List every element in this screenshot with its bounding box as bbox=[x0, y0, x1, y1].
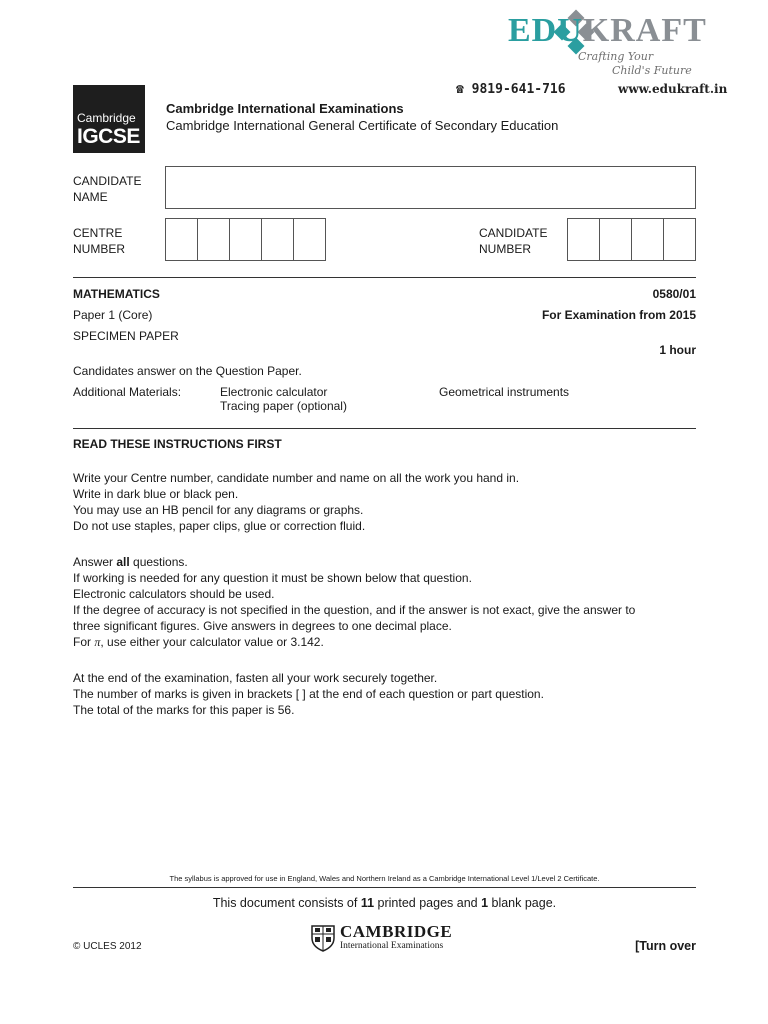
candidate-name-label: CANDIDATE NAME bbox=[73, 174, 142, 204]
edukraft-wordmark: EDUKRAFT bbox=[508, 12, 707, 49]
edukraft-phone: ☎ 9819-641-716 bbox=[456, 82, 566, 97]
instruction-line: three significant figures. Give answers in degrees to one decimal place. bbox=[73, 619, 452, 633]
instruction-line: If working is needed for any question it must be shown below that question. bbox=[73, 571, 472, 585]
instruction-line: Do not use staples, paper clips, glue or correction fluid. bbox=[73, 519, 366, 533]
instructions-block-3 bbox=[73, 670, 544, 718]
material-instruments: Geometrical instruments bbox=[439, 385, 570, 399]
duration: 1 hour bbox=[659, 343, 696, 357]
exam-board-subtitle: Cambridge International General Certificate of Secondary Education bbox=[166, 118, 559, 133]
paper-code: 0580/01 bbox=[652, 287, 696, 301]
page-count: This document consists of 11 printed pages and 1 blank page. bbox=[212, 896, 557, 910]
phone-icon: ☎ bbox=[456, 82, 472, 97]
instruction-line: At the end of the examination, fasten all your work securely together. bbox=[73, 671, 438, 685]
instruction-line: Write in dark blue or black pen. bbox=[73, 487, 239, 501]
centre-number-field[interactable] bbox=[165, 218, 326, 261]
material-calculator: Electronic calculator bbox=[220, 385, 328, 399]
answer-note: Candidates answer on the Question Paper. bbox=[73, 364, 302, 378]
syllabus-note: The syllabus is approved for use in England, Wales and Northern Ireland as a Cambridge International Level 1/Level 2 Certificate. bbox=[169, 874, 600, 883]
centre-number-label: CENTRE NUMBER bbox=[73, 226, 126, 256]
edukraft-tagline-2: Child's Future bbox=[612, 64, 692, 77]
material-tracing-paper: Tracing paper (optional) bbox=[220, 399, 347, 413]
instruction-line: The number of marks is given in brackets [ ] at the end of each question or part question. bbox=[73, 687, 544, 701]
instructions-heading: READ THESE INSTRUCTIONS FIRST bbox=[73, 437, 282, 451]
paper-name: Paper 1 (Core) bbox=[73, 308, 153, 322]
instructions-block-2 bbox=[73, 554, 696, 650]
instruction-line: The total of the marks for this paper is 56. bbox=[73, 703, 295, 717]
instruction-line: Electronic calculators should be used. bbox=[73, 587, 275, 601]
exam-from: For Examination from 2015 bbox=[541, 308, 696, 322]
divider bbox=[73, 428, 696, 429]
instruction-line: Answer all questions. bbox=[73, 555, 188, 569]
divider bbox=[73, 887, 696, 888]
cambridge-crest-icon bbox=[310, 924, 336, 952]
candidate-number-label: CANDIDATE NUMBER bbox=[479, 226, 548, 256]
subject: MATHEMATICS bbox=[73, 287, 160, 301]
specimen-label: SPECIMEN PAPER bbox=[73, 329, 179, 343]
instruction-line: You may use an HB pencil for any diagrams or graphs. bbox=[73, 503, 364, 517]
copyright: © UCLES 2012 bbox=[73, 941, 142, 952]
exam-board-title: Cambridge International Examinations bbox=[166, 101, 404, 116]
instruction-line: For π, use either your calculator value or 3.142. bbox=[73, 635, 324, 649]
materials-label: Additional Materials: bbox=[73, 385, 182, 399]
turn-over: [Turn over bbox=[635, 939, 696, 953]
cambridge-wordmark: CAMBRIDGE bbox=[340, 922, 453, 941]
candidate-name-field[interactable] bbox=[165, 166, 696, 209]
instruction-line: If the degree of accuracy is not specified in the question, and if the answer is not exact, give the answer to bbox=[73, 603, 636, 617]
divider bbox=[73, 277, 696, 278]
candidate-number-field[interactable] bbox=[567, 218, 696, 261]
instructions-block-1 bbox=[73, 470, 519, 534]
edukraft-tagline-1: Crafting Your bbox=[578, 50, 654, 63]
edukraft-website: www.edukraft.in bbox=[618, 82, 728, 96]
instruction-line: Write your Centre number, candidate number and name on all the work you hand in. bbox=[73, 471, 520, 485]
cambridge-subtitle: International Examinations bbox=[340, 941, 444, 951]
igcse-logo: Cambridge IGCSE bbox=[73, 85, 145, 153]
